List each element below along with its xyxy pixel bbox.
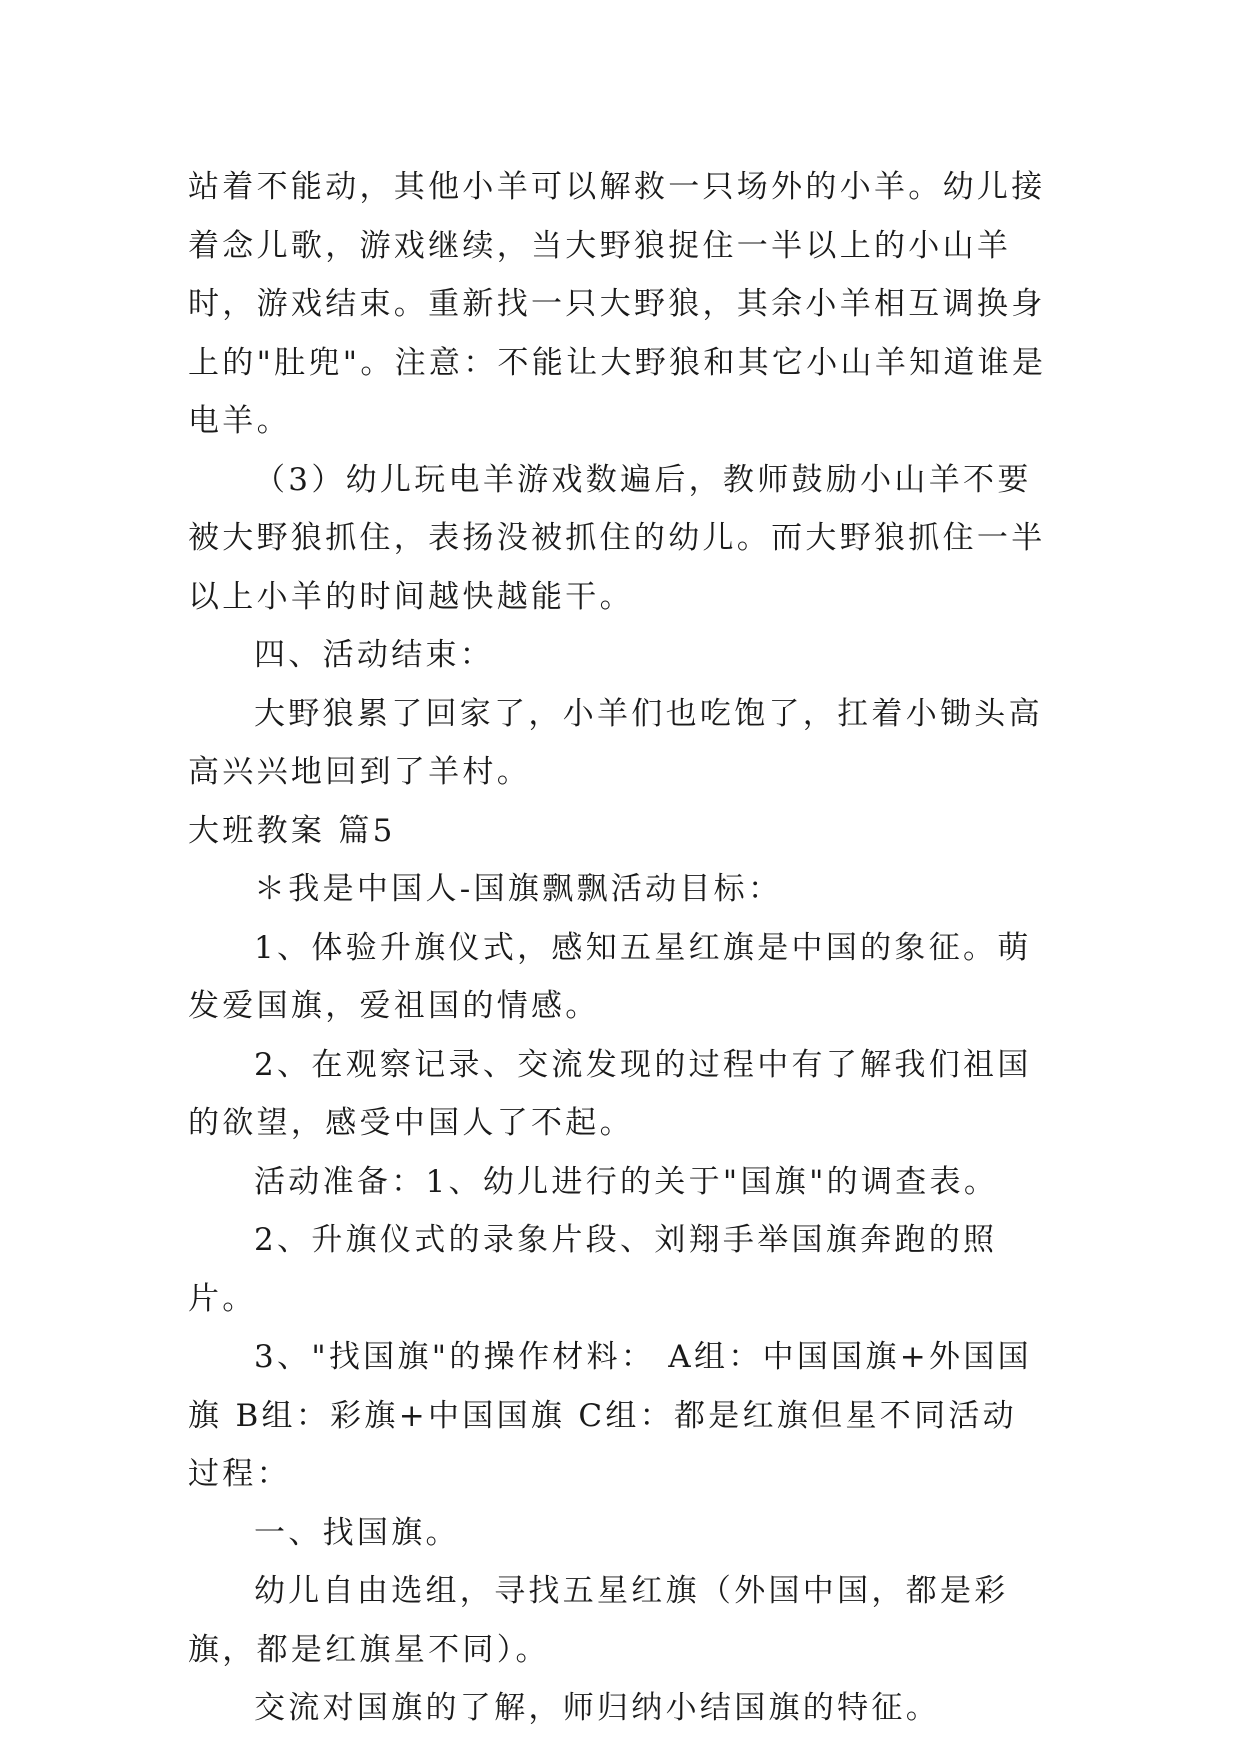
paragraph-summary: 交流对国旗的了解，师归纳小结国旗的特征。 [254, 1690, 940, 1726]
paragraph-find-flag: 幼儿自由选组，寻找五星红旗（外国中国，都是彩旗，都是红旗星不同）。 [188, 1573, 1009, 1668]
paragraph-activity-end: 大野狼累了回家了，小羊们也吃饱了，扛着小锄头高高兴兴地回到了羊村。 [188, 695, 1043, 790]
lesson-subtitle-goals: ＊我是中国人-国旗飘飘活动目标： [254, 871, 783, 907]
paragraph-continuation: 站着不能动，其他小羊可以解救一只场外的小羊。幼儿接着念儿歌，游戏继续，当大野狼捉住一半以上的小山羊时，游戏结束。重新找一只大野狼，其余小羊相互调换身上的"肚兜"。注意：不能让大野狼和其它小山羊知道谁是电羊。 [188, 169, 1047, 439]
goal-item-2: 2、在观察记录、交流发现的过程中有了解我们祖国的欲望，感受中国人了不起。 [188, 1046, 1032, 1141]
preparation-item-2: 2、升旗仪式的录象片段、刘翔手举国旗奔跑的照片。 [188, 1222, 998, 1317]
section-heading-activity-end: 四、活动结束： [254, 637, 495, 673]
document-body [188, 158, 1048, 1738]
lesson-title: 大班教案 篇5 [188, 812, 396, 849]
process-heading-find-flag: 一、找国旗。 [254, 1514, 460, 1551]
preparation-item-3: 3、"找国旗"的操作材料： A组：中国国旗+外国国旗 B组：彩旗+中国国旗 C组：都是红旗但星不同活动过程： [188, 1339, 1032, 1492]
preparation-item-1: 活动准备：1、幼儿进行的关于"国旗"的调查表。 [254, 1163, 999, 1200]
goal-item-1: 1、体验升旗仪式，感知五星红旗是中国的象征。萌发爱国旗，爱祖国的情感。 [188, 929, 1032, 1024]
paragraph-step-3: （3）幼儿玩电羊游戏数遍后，教师鼓励小山羊不要被大野狼抓住，表扬没被抓住的幼儿。而大野狼抓住一半以上小羊的时间越快越能干。 [188, 461, 1046, 615]
